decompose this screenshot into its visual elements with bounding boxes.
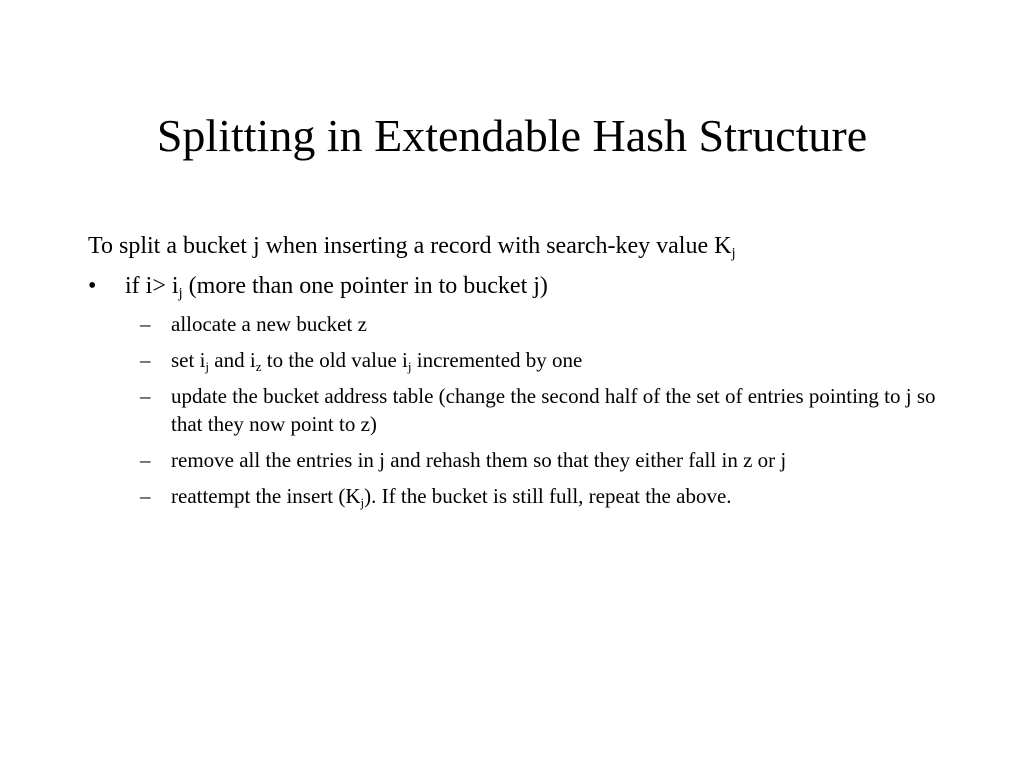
lead-text-subscript: j bbox=[731, 245, 736, 262]
lead-text bbox=[88, 230, 948, 262]
bullet-text-part: (more than one pointer in to bucket j) bbox=[182, 273, 548, 299]
dash-marker: – bbox=[140, 484, 151, 508]
subitem-text-part: and i bbox=[209, 348, 256, 372]
slide-body bbox=[88, 230, 948, 510]
dash-marker: – bbox=[140, 348, 151, 372]
subitem-subscript: z bbox=[255, 358, 262, 374]
dash-marker: – bbox=[140, 312, 151, 336]
bullet-marker: • bbox=[88, 273, 97, 299]
subitem-reattempt bbox=[88, 482, 948, 510]
slide-title: Splitting in Extendable Hash Structure bbox=[156, 110, 868, 161]
subitem-text: update the bucket address table (change the second half of the set of entries pointing to j so that they now point to z) bbox=[171, 384, 936, 436]
dash-marker: – bbox=[140, 448, 151, 472]
subitem-set bbox=[88, 346, 948, 374]
subitem-subscript: j bbox=[407, 358, 412, 374]
subitem-text-part: ). If the bucket is still full, repeat the above. bbox=[364, 484, 732, 508]
dash-marker: – bbox=[140, 384, 151, 408]
subitem-text-part: incremented by one bbox=[411, 348, 583, 372]
subitem-allocate bbox=[88, 310, 948, 338]
lead-text-main: To split a bucket j when inserting a record with search-key value K bbox=[88, 233, 732, 259]
bullet-item bbox=[88, 270, 948, 302]
subitem-subscript: j bbox=[205, 358, 210, 374]
subitem-text-part: set i bbox=[171, 348, 206, 372]
bullet-subscript: j bbox=[178, 285, 183, 302]
subitem-text-part: reattempt the insert (K bbox=[171, 484, 361, 508]
subitem-text-part: to the old value i bbox=[261, 348, 408, 372]
subitem-text: allocate a new bucket z bbox=[171, 312, 367, 336]
subitem-text: remove all the entries in j and rehash them so that they either fall in z or j bbox=[171, 448, 787, 472]
subitem-remove bbox=[88, 446, 948, 474]
subitem-subscript: j bbox=[360, 494, 365, 510]
bullet-text-part: if i> i bbox=[125, 273, 179, 299]
subitem-update bbox=[88, 382, 948, 438]
